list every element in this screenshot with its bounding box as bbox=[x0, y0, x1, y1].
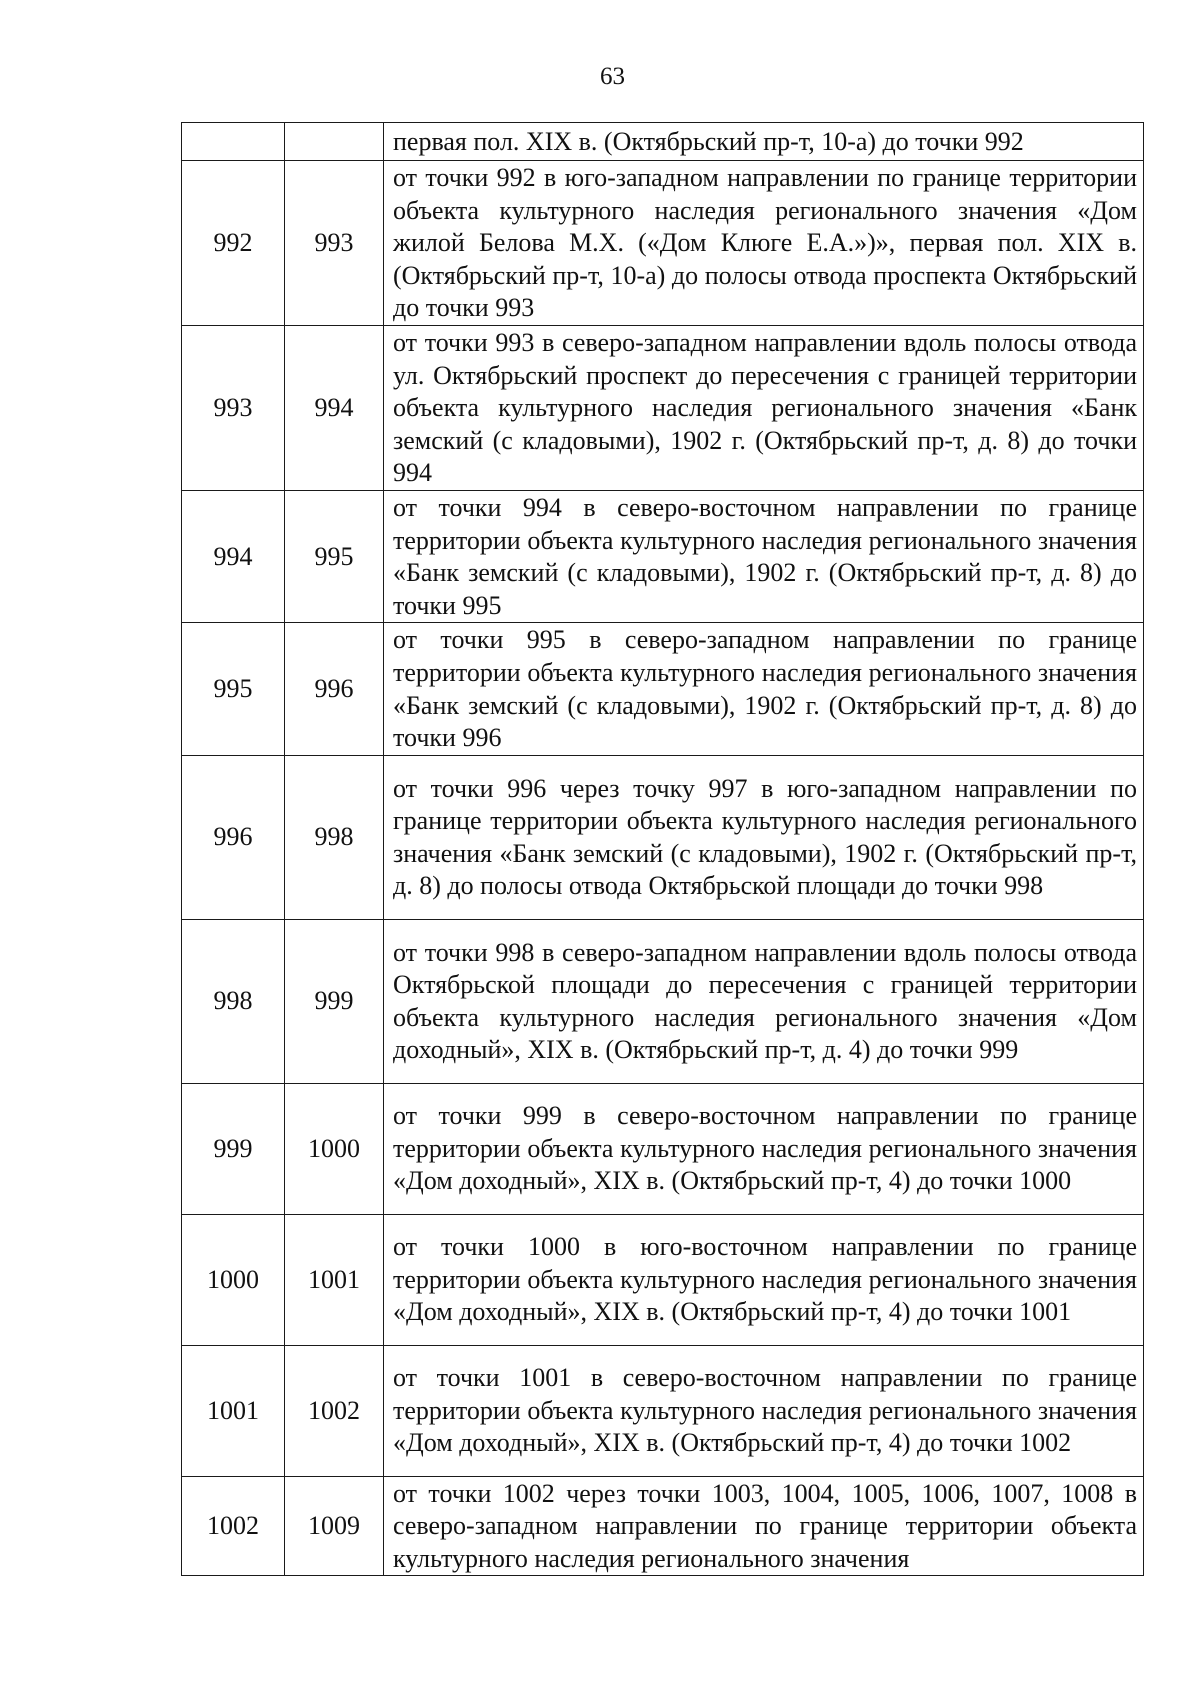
table-row bbox=[182, 123, 1144, 161]
from-point-cell: 995 bbox=[182, 623, 285, 755]
boundary-description-cell: от точки 993 в северо-западном направлении вдоль полосы отвода ул. Октябрьский проспект до пересечения с границей территории объекта культурного наследия регионального значения «Банк земский (с кладовыми), 1902 г. (Октябрьский пр-т, д. 8) до точки 994 bbox=[384, 325, 1144, 490]
table-row bbox=[182, 755, 1144, 919]
from-point-cell: 992 bbox=[182, 161, 285, 326]
boundary-description-cell: от точки 995 в северо-западном направлении по границе территории объекта культурного наследия регионального значения «Банк земский (с кладовыми), 1902 г. (Октябрьский пр-т, д. 8) до точки 996 bbox=[384, 623, 1144, 755]
boundary-description-cell: от точки 996 через точку 997 в юго-западном направлении по границе территории объекта культурного наследия регионального значения «Банк земский (с кладовыми), 1902 г. (Октябрьский пр-т, д. 8) до полосы отвода Октябрьской площади до точки 998 bbox=[384, 755, 1144, 919]
table-row bbox=[182, 490, 1144, 622]
boundary-description-cell: от точки 992 в юго-западном направлении по границе территории объекта культурного наследия регионального значения «Дом жилой Белова М.Х. («Дом Клюге Е.А.»)», первая пол. XIX в. (Октябрьский пр-т, 10-а) до полосы отвода проспекта Октябрьский до точки 993 bbox=[384, 161, 1144, 326]
to-point-cell: 1002 bbox=[285, 1345, 384, 1476]
table-row bbox=[182, 161, 1144, 326]
from-point-cell: 998 bbox=[182, 919, 285, 1083]
boundary-description-cell: от точки 998 в северо-западном направлении вдоль полосы отвода Октябрьской площади до пересечения с границей территории объекта культурного наследия регионального значения «Дом доходный», XIX в. (Октябрьский пр-т, д. 4) до точки 999 bbox=[384, 919, 1144, 1083]
table-row bbox=[182, 623, 1144, 755]
from-point-cell bbox=[182, 123, 285, 161]
boundary-description-cell: от точки 1000 в юго-восточном направлении по границе территории объекта культурного наследия регионального значения «Дом доходный», XIX в. (Октябрьский пр-т, 4) до точки 1001 bbox=[384, 1214, 1144, 1345]
from-point-cell: 1001 bbox=[182, 1345, 285, 1476]
table-row bbox=[182, 1345, 1144, 1476]
boundary-description-table bbox=[181, 122, 1144, 1576]
from-point-cell: 996 bbox=[182, 755, 285, 919]
to-point-cell: 993 bbox=[285, 161, 384, 326]
to-point-cell: 1001 bbox=[285, 1214, 384, 1345]
from-point-cell: 1002 bbox=[182, 1476, 285, 1576]
boundary-description-cell: от точки 1001 в северо-восточном направлении по границе территории объекта культурного наследия регионального значения «Дом доходный», XIX в. (Октябрьский пр-т, 4) до точки 1002 bbox=[384, 1345, 1144, 1476]
boundary-description-cell: от точки 999 в северо-восточном направлении по границе территории объекта культурного наследия регионального значения «Дом доходный», XIX в. (Октябрьский пр-т, 4) до точки 1000 bbox=[384, 1083, 1144, 1214]
table-row bbox=[182, 919, 1144, 1083]
table-row bbox=[182, 1214, 1144, 1345]
to-point-cell: 996 bbox=[285, 623, 384, 755]
from-point-cell: 993 bbox=[182, 325, 285, 490]
from-point-cell: 1000 bbox=[182, 1214, 285, 1345]
to-point-cell: 998 bbox=[285, 755, 384, 919]
table-row bbox=[182, 325, 1144, 490]
from-point-cell: 994 bbox=[182, 490, 285, 622]
page-number: 63 bbox=[600, 63, 625, 90]
boundary-description-cell: первая пол. XIX в. (Октябрьский пр-т, 10-а) до точки 992 bbox=[384, 123, 1144, 161]
to-point-cell: 1009 bbox=[285, 1476, 384, 1576]
from-point-cell: 999 bbox=[182, 1083, 285, 1214]
to-point-cell: 994 bbox=[285, 325, 384, 490]
to-point-cell: 1000 bbox=[285, 1083, 384, 1214]
boundary-description-cell: от точки 994 в северо-восточном направлении по границе территории объекта культурного наследия регионального значения «Банк земский (с кладовыми), 1902 г. (Октябрьский пр-т, д. 8) до точки 995 bbox=[384, 490, 1144, 622]
table-row bbox=[182, 1083, 1144, 1214]
to-point-cell bbox=[285, 123, 384, 161]
to-point-cell: 999 bbox=[285, 919, 384, 1083]
to-point-cell: 995 bbox=[285, 490, 384, 622]
table-row bbox=[182, 1476, 1144, 1576]
boundary-description-cell: от точки 1002 через точки 1003, 1004, 1005, 1006, 1007, 1008 в северо-западном направлении по границе территории объекта культурного наследия регионального значения bbox=[384, 1476, 1144, 1576]
